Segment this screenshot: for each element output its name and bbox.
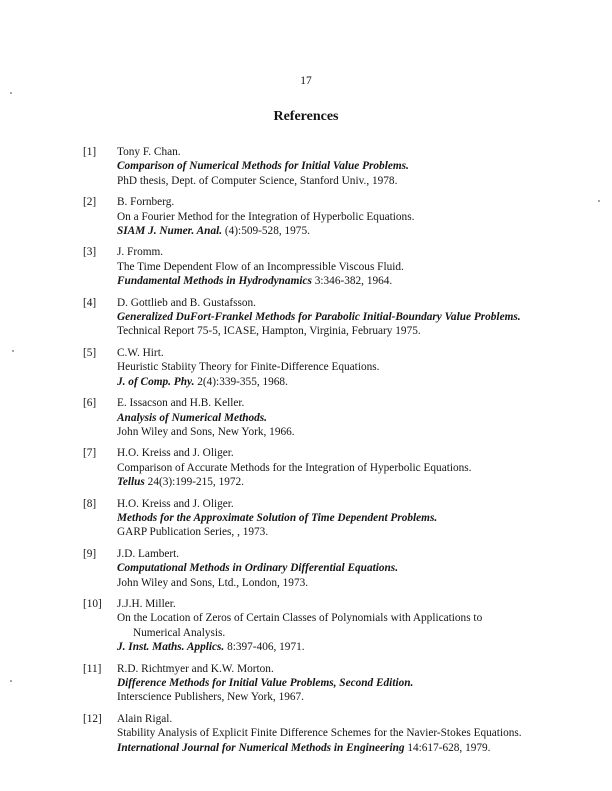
section-title: References (273, 109, 339, 124)
reference-text: GARP Publication Series, , 1973. (117, 526, 269, 539)
reference-line (117, 310, 583, 324)
reference-text: J. Fromm. (117, 246, 164, 259)
reference-number: [10] (83, 597, 102, 610)
reference-title-italic: J. Inst. Maths. Applics. (117, 641, 225, 654)
reference-text: Numerical Analysis. (133, 626, 226, 639)
reference-text: Stability Analysis of Explicit Finite Difference Schemes for the Navier-Stokes Equations. (117, 727, 522, 740)
reference-title-italic: Analysis of Numerical Methods. (117, 411, 268, 424)
reference-body (117, 497, 583, 540)
reference-line (117, 626, 583, 640)
reference-line (117, 375, 583, 389)
reference-body (117, 346, 583, 389)
reference-body (117, 712, 583, 755)
reference-text: 2(4):339-355, 1968. (194, 375, 288, 388)
reference-entry (83, 296, 583, 339)
reference-text: 24(3):199-215, 1972. (144, 476, 244, 489)
reference-entry (83, 145, 583, 188)
reference-line (117, 712, 583, 726)
reference-line (117, 741, 583, 755)
reference-text: Technical Report 75-5, ICASE, Hampton, Virginia, February 1975. (117, 325, 421, 338)
reference-text: Comparison of Accurate Methods for the Integration of Hyperbolic Equations. (117, 461, 472, 474)
reference-text: J.J.H. Miller. (117, 597, 176, 610)
reference-line (117, 726, 583, 740)
reference-text: 14:617-628, 1979. (404, 741, 491, 754)
reference-text: D. Gottlieb and B. Gustafsson. (117, 296, 257, 309)
reference-number: [4] (83, 296, 97, 309)
reference-entry (83, 245, 583, 288)
reference-body (117, 662, 583, 705)
reference-title-italic: Methods for the Approximate Solution of Time Dependent Problems. (117, 511, 438, 524)
reference-number: [12] (83, 712, 102, 725)
reference-text: C.W. Hirt. (117, 346, 164, 359)
scan-speck (598, 200, 600, 202)
reference-entry (83, 597, 583, 655)
reference-body (117, 597, 583, 655)
reference-text: H.O. Kreiss and J. Oliger. (117, 447, 234, 460)
reference-entry (83, 346, 583, 389)
reference-text: Heuristic Stabiity Theory for Finite-Difference Equations. (117, 361, 380, 374)
reference-text: 3:346-382, 1964. (311, 275, 393, 288)
reference-text: E. Issacson and H.B. Keller. (117, 397, 245, 410)
reference-number: [9] (83, 547, 97, 560)
reference-number: [5] (83, 346, 97, 359)
reference-body (117, 296, 583, 339)
reference-line (117, 446, 583, 460)
reference-text: On the Location of Zeros of Certain Classes of Polynomials with Applications to (117, 612, 483, 625)
reference-text: Interscience Publishers, New York, 1967. (117, 691, 304, 704)
reference-text: R.D. Richtmyer and K.W. Morton. (117, 662, 274, 675)
reference-line (117, 511, 583, 525)
reference-entry (83, 195, 583, 238)
reference-text: H.O. Kreiss and J. Oliger. (117, 497, 234, 510)
reference-text: Alain Rigal. (117, 712, 173, 725)
reference-line (117, 360, 583, 374)
reference-entry (83, 497, 583, 540)
scan-speck (10, 92, 12, 94)
reference-text: On a Fourier Method for the Integration of Hyperbolic Equations. (117, 210, 415, 223)
reference-title-italic: Comparison of Numerical Methods for Initial Value Problems. (117, 160, 409, 173)
reference-body (117, 396, 583, 439)
reference-line (117, 224, 583, 238)
reference-line (117, 296, 583, 310)
reference-line (117, 274, 583, 288)
reference-line (117, 145, 583, 159)
reference-line (117, 690, 583, 704)
reference-title-italic: J. of Comp. Phy. (117, 375, 195, 388)
reference-line (117, 640, 583, 654)
reference-line (117, 346, 583, 360)
reference-line (117, 195, 583, 209)
reference-number: [2] (83, 196, 97, 209)
reference-title-italic: Computational Methods in Ordinary Differential Equations. (117, 562, 399, 575)
reference-text: (4):509-528, 1975. (222, 225, 310, 238)
reference-line (117, 260, 583, 274)
reference-line (117, 210, 583, 224)
reference-number: [8] (83, 497, 97, 510)
reference-line (117, 662, 583, 676)
reference-body (117, 195, 583, 238)
reference-line (117, 561, 583, 575)
reference-title-italic: Difference Methods for Initial Value Problems, Second Edition. (117, 677, 414, 689)
reference-line (117, 396, 583, 410)
scan-speck (12, 350, 14, 352)
reference-list (83, 145, 583, 762)
reference-text: John Wiley and Sons, New York, 1966. (117, 425, 295, 438)
reference-text: John Wiley and Sons, Ltd., London, 1973. (117, 576, 309, 589)
reference-title-italic: SIAM J. Numer. Anal. (117, 225, 223, 238)
reference-body (117, 145, 583, 188)
reference-number: [1] (83, 146, 97, 158)
reference-line (117, 245, 583, 259)
reference-text: 8:397-406, 1971. (224, 641, 305, 654)
reference-line (117, 611, 583, 625)
reference-title-italic: Tellus (117, 476, 145, 489)
reference-entry (83, 547, 583, 590)
reference-text: J.D. Lambert. (117, 547, 180, 560)
reference-title-italic: International Journal for Numerical Methods in Engineering (117, 741, 405, 754)
reference-line (117, 461, 583, 475)
reference-line (117, 174, 583, 188)
reference-line (117, 425, 583, 439)
reference-line (117, 497, 583, 511)
reference-title-italic: Generalized DuFort-Frankel Methods for Parabolic Initial-Boundary Value Problems. (117, 311, 521, 324)
reference-entry (83, 662, 583, 705)
reference-entry (83, 446, 583, 489)
reference-body (117, 547, 583, 590)
reference-entry (83, 396, 583, 439)
reference-line (117, 159, 583, 173)
reference-line (117, 411, 583, 425)
reference-line (117, 547, 583, 561)
page-number: 17 (300, 75, 312, 87)
reference-line (117, 475, 583, 489)
reference-line (117, 676, 583, 690)
reference-line (117, 324, 583, 338)
reference-title-italic: Fundamental Methods in Hydrodynamics (117, 275, 312, 288)
reference-line (117, 525, 583, 539)
reference-body (117, 245, 583, 288)
reference-number: [3] (83, 246, 97, 259)
reference-number: [6] (83, 397, 97, 410)
reference-number: [11] (83, 662, 102, 675)
scan-speck (10, 680, 12, 682)
reference-text: PhD thesis, Dept. of Computer Science, Stanford Univ., 1978. (117, 174, 398, 187)
reference-text: B. Fornberg. (117, 196, 175, 209)
reference-line (117, 576, 583, 590)
reference-text: The Time Dependent Flow of an Incompressible Viscous Fluid. (117, 260, 404, 273)
reference-text: Tony F. Chan. (117, 146, 181, 158)
reference-entry (83, 712, 583, 755)
reference-number: [7] (83, 447, 97, 460)
reference-body (117, 446, 583, 489)
reference-line (117, 597, 583, 611)
